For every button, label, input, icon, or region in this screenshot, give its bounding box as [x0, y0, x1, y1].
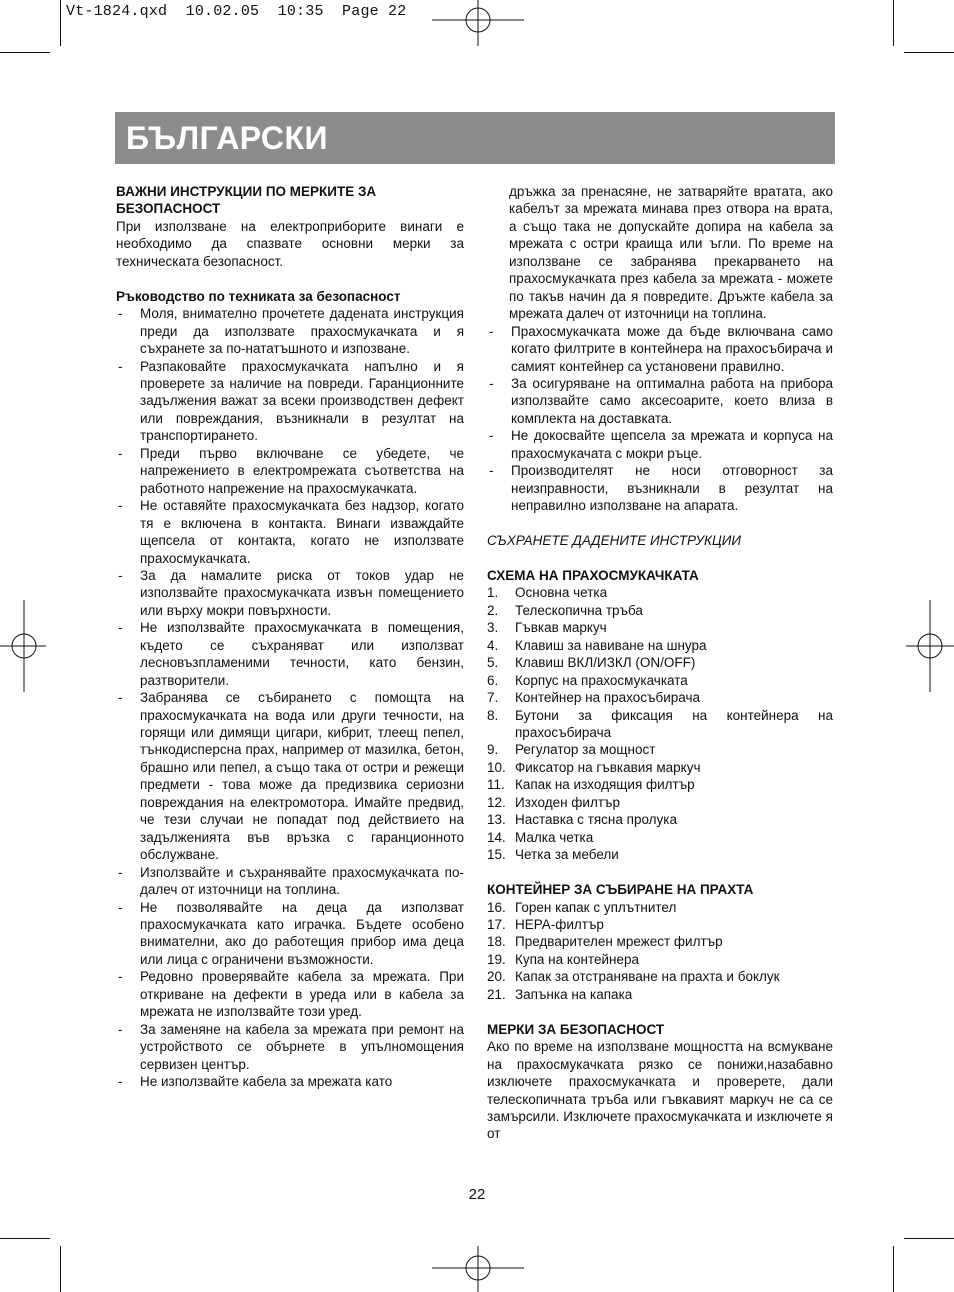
registration-mark-right — [906, 600, 954, 692]
crop-mark — [904, 52, 954, 53]
list-item: - За заменяне на кабела за мрежата при ремонт на устройството се обърнете в упълномощения сервизен център. — [116, 1021, 464, 1073]
list-item: 12. Изходен филтър — [487, 794, 620, 810]
list-item: 9. Регулатор за мощност — [487, 742, 656, 758]
container-list — [487, 899, 833, 1004]
list-item: 1. Основна четка — [487, 585, 608, 601]
safety-list — [116, 305, 464, 1090]
list-item: - Не използвайте кабела за мрежата като — [116, 1073, 464, 1090]
list-item: - Не използвайте прахосмукачката в помещения, където се съхраняват или използват лесновъзпламеними течности, като бензин, разтворители. — [116, 619, 464, 689]
continuation-paragraph: дръжка за пренасяне, не затваряйте вратата, ако кабелът за мрежата минава през отвора на врата, а също така не допускайте допира на кабела за мрежата с остри краища или ъгли. По време на използване се забранява прекарването на прахосмукачката през кабела за мрежата - можете по такъв начин да я повредите. Дръжте кабела за мрежата далеч от източници на топлина. — [509, 184, 833, 322]
list-item: 16. Горен капак с уплътнител — [487, 899, 677, 915]
crop-mark — [893, 0, 894, 46]
list-item: - Преди първо включване се убедете, че напрежението в електромрежата съответства на работното напрежение на прахосмукачката. — [116, 445, 464, 497]
file-slug: Vt-1824.qxd 10.02.05 10:35 Page 22 — [66, 3, 407, 20]
container-heading: КОНТЕЙНЕР ЗА СЪБИРАНЕ НА ПРАХТА — [487, 882, 754, 898]
list-item: 18. Предварителен мрежест филтър — [487, 934, 723, 950]
list-item: - Редовно проверявайте кабела за мрежата. При откриване на дефекти в уреда или в кабела за мрежата не използвайте този уред. — [116, 968, 464, 1020]
list-item: 17. HEPA-филтър — [487, 916, 604, 932]
list-item: 5. Клавиш ВКЛ/ИЗКЛ (ON/OFF) — [487, 655, 696, 671]
list-item: - Използвайте и съхранявайте прахосмукачката по-далеч от източници на топлина. — [116, 864, 464, 899]
keep-instructions-note: СЪХРАНЕТЕ ДАДЕНИТЕ ИНСТРУКЦИИ — [487, 533, 742, 549]
page-number: 22 — [468, 1186, 486, 1203]
list-item: 21. Запънка на капака — [487, 986, 633, 1002]
crop-mark — [0, 52, 50, 53]
left-column — [116, 183, 464, 1091]
list-item: 14. Малка четка — [487, 829, 594, 845]
language-title: БЪЛГАРСКИ — [126, 120, 328, 156]
list-item: - Забранява се събирането с помощта на прахосмукачката на вода или други течности, на горящи или димящи цигари, кибрит, тлеещ пепел, тънкодисперсна прах, например от мазилка, бетон, брашно или пепел, а също така от остри и режещи предмети - това може да предизвика сериозни повреждания на електромотора. Имайте предвид, че тези случаи не попадат под действието на задълженията във връзка с гаранционното обслужване. — [116, 689, 464, 864]
intro-paragraph: При използване на електроприборите винаги е необходимо да спазвате основни мерки за техническата безопасност. — [116, 218, 464, 269]
list-item: 3. Гъвкав маркуч — [487, 620, 607, 636]
safety-measures-paragraph: Ако по време на използване мощността на всмукване на прахосмукачката рязко се понижи,назабавно изключете прахосмукачката и проверете, дали телескопичната тръба или гъвкавият маркуч не са се замърсили. Изключете прахосмукачката и изключете я от — [487, 1039, 833, 1142]
crop-mark — [904, 1238, 954, 1239]
list-item: 6. Корпус на прахосмукачката — [487, 672, 688, 688]
guide-heading: Ръководство по техниката за безопасност — [116, 288, 401, 304]
crop-mark — [60, 1246, 61, 1292]
list-item: 19. Купа на контейнера — [487, 951, 639, 967]
right-column — [487, 183, 833, 1143]
list-item: 2. Телескопична тръба — [487, 602, 643, 618]
safety-list-continued — [487, 323, 833, 515]
safety-instructions-heading: ВАЖНИ ИНСТРУКЦИИ ПО МЕРКИТЕ ЗА БЕЗОПАСНОСТ — [116, 184, 377, 217]
crop-mark — [893, 1246, 894, 1292]
language-banner — [115, 112, 835, 164]
registration-mark-bottom — [432, 1246, 524, 1292]
list-item: - Моля, внимателно прочетете дадената инструкция преди да използвате прахосмукачката и я съхранете за по-нататъшното и изпозване. — [116, 305, 464, 357]
list-item: 20. Капак за отстраняване на прахта и боклук — [487, 969, 780, 985]
list-item: - За осигуряване на оптимална работа на прибора използвайте само аксесоарите, което влиза в комплекта на доставката. — [487, 375, 833, 427]
list-item: - Разпаковайте прахосмукачката напълно и я проверете за наличие на повреди. Гаранционните задължения важат за всеки производствен дефект или повреждания, възникнали в резултат на транспортирането. — [116, 358, 464, 445]
list-item: - Не докосвайте щепсела за мрежата и корпуса на прахосмукачата с мокри ръце. — [487, 427, 833, 462]
list-item: 15. Четка за мебели — [487, 847, 619, 863]
list-item: - За да намалите риска от токов удар не използвайте прахосмукачката извън помещението или върху мокри повърхности. — [116, 567, 464, 619]
crop-mark — [0, 1238, 50, 1239]
list-item: - Не оставяйте прахосмукачката без надзор, когато тя е включена в контакта. Винаги изваждайте щепсела от контакта, когато не използвате прахосмукачката. — [116, 497, 464, 567]
list-item: 13. Наставка с тясна пролука — [487, 812, 678, 828]
scheme-list — [487, 584, 833, 863]
list-item: 8. Бутони за фиксация на контейнера на прахосъбирача — [487, 707, 833, 741]
safety-measures-heading: МЕРКИ ЗА БЕЗОПАСНОСТ — [487, 1021, 665, 1037]
list-item: - Не позволявайте на деца да използват прахосмукачката като играчка. Бъдете особено внимателни, ако до работещия прибор има деца или лица с ограничени възможности. — [116, 899, 464, 969]
list-item: - Прахосмукачката може да бъде включвана само когато филтрите в контейнера на прахосъбирача и самият контейнер са установени правилно. — [487, 323, 833, 375]
list-item: 7. Контейнер на прахосъбирача — [487, 690, 700, 706]
list-item: 4. Клавиш за навиване на шнура — [487, 637, 707, 653]
registration-mark-top — [432, 0, 524, 46]
list-item: - Производителят не носи отговорност за неизправности, възникнали в резултат на неправилно използване на апарата. — [487, 462, 833, 514]
registration-mark-left — [0, 600, 46, 692]
list-item: 11. Капак на изходящия филтър — [487, 777, 695, 793]
crop-mark — [60, 0, 61, 46]
list-item: 10. Фиксатор на гъвкавия маркуч — [487, 759, 701, 775]
scheme-heading: СХЕМА НА ПРАХОСМУКАЧКАТА — [487, 567, 699, 583]
